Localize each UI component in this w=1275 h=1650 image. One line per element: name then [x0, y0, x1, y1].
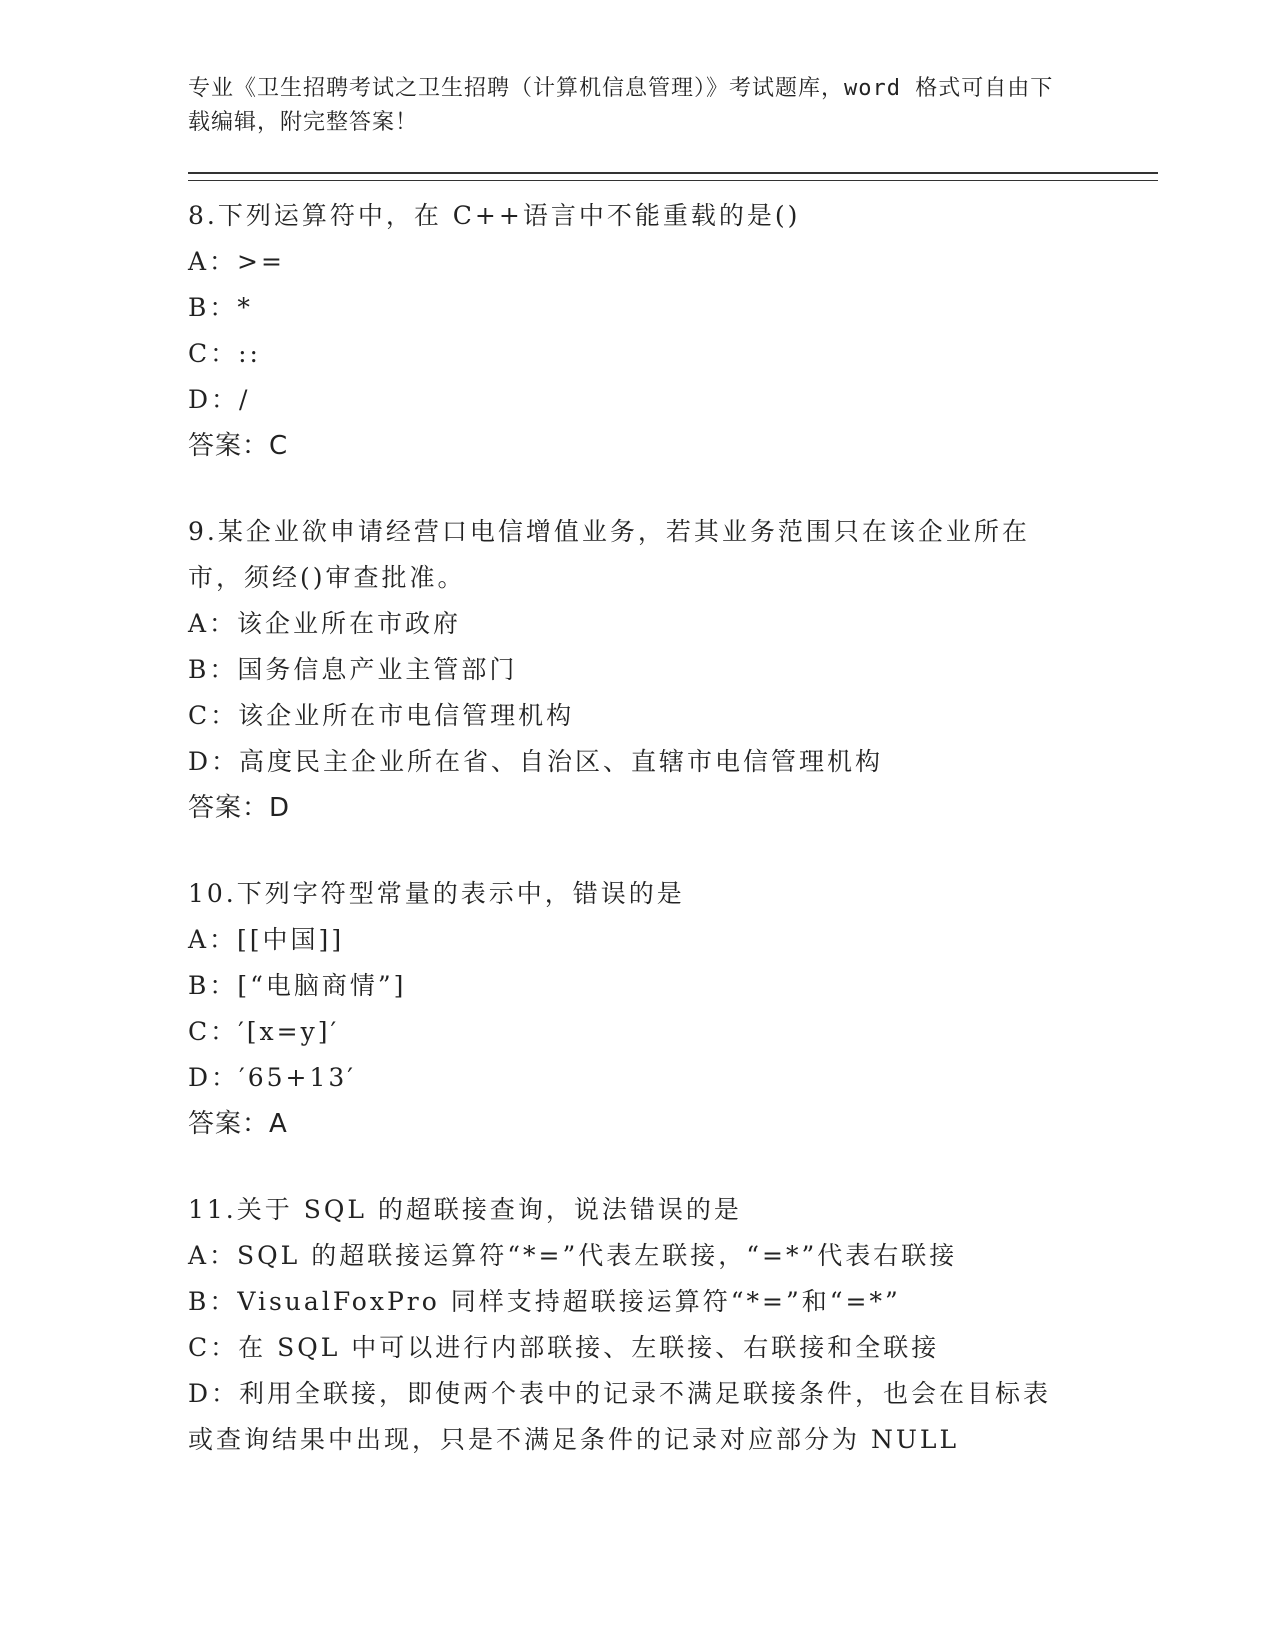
answer: 答案：A: [188, 1109, 288, 1139]
option-a: A：SQL 的超联接运算符“*=”代表左联接，“=*”代表右联接: [188, 1241, 958, 1270]
answer: 答案：D: [188, 793, 291, 823]
document-page: [188, 72, 1158, 1463]
question-stem: 8.下列运算符中，在 C++语言中不能重载的是(): [188, 201, 801, 230]
option-d: D：/: [188, 385, 251, 414]
option-b: B：*: [188, 293, 253, 322]
option-c: C：′[x=y]′: [188, 1017, 340, 1046]
question-stem: 11.关于 SQL 的超联接查询，说法错误的是: [188, 1195, 742, 1224]
option-a: A：[[中国]]: [188, 925, 345, 954]
option-c: C：该企业所在市电信管理机构: [188, 701, 575, 730]
option-c: C：::: [188, 339, 261, 368]
question-11: [188, 1187, 1158, 1463]
option-a: A：该企业所在市政府: [188, 609, 462, 638]
option-b: B：[“电脑商情”]: [188, 971, 407, 1000]
answer: 答案：C: [188, 431, 289, 461]
document-header: 专业《卫生招聘考试之卫生招聘（计算机信息管理）》考试题库，word 格式可自由下载编辑，附完整答案！: [188, 76, 1054, 135]
option-b: B：VisualFoxPro 同样支持超联接运算符“*=”和“=*”: [188, 1287, 901, 1316]
option-a: A：>=: [188, 247, 285, 276]
question-stem: 10.下列字符型常量的表示中，错误的是: [188, 879, 685, 908]
question-10: [188, 871, 1158, 1147]
header-divider: [188, 172, 1158, 181]
question-stem: 9.某企业欲申请经营口电信增值业务，若其业务范围只在该企业所在市，须经()审查批准。: [188, 517, 1030, 592]
option-b: B：国务信息产业主管部门: [188, 655, 518, 684]
option-d: D：′65+13′: [188, 1063, 356, 1092]
option-d: D：利用全联接，即使两个表中的记录不满足联接条件，也会在目标表或查询结果中出现，只是不满足条件的记录对应部分为 NULL: [188, 1379, 1052, 1454]
question-9: [188, 509, 1158, 831]
option-d: D：高度民主企业所在省、自治区、直辖市电信管理机构: [188, 747, 884, 776]
question-8: [188, 193, 1158, 469]
option-c: C：在 SQL 中可以进行内部联接、左联接、右联接和全联接: [188, 1333, 940, 1362]
